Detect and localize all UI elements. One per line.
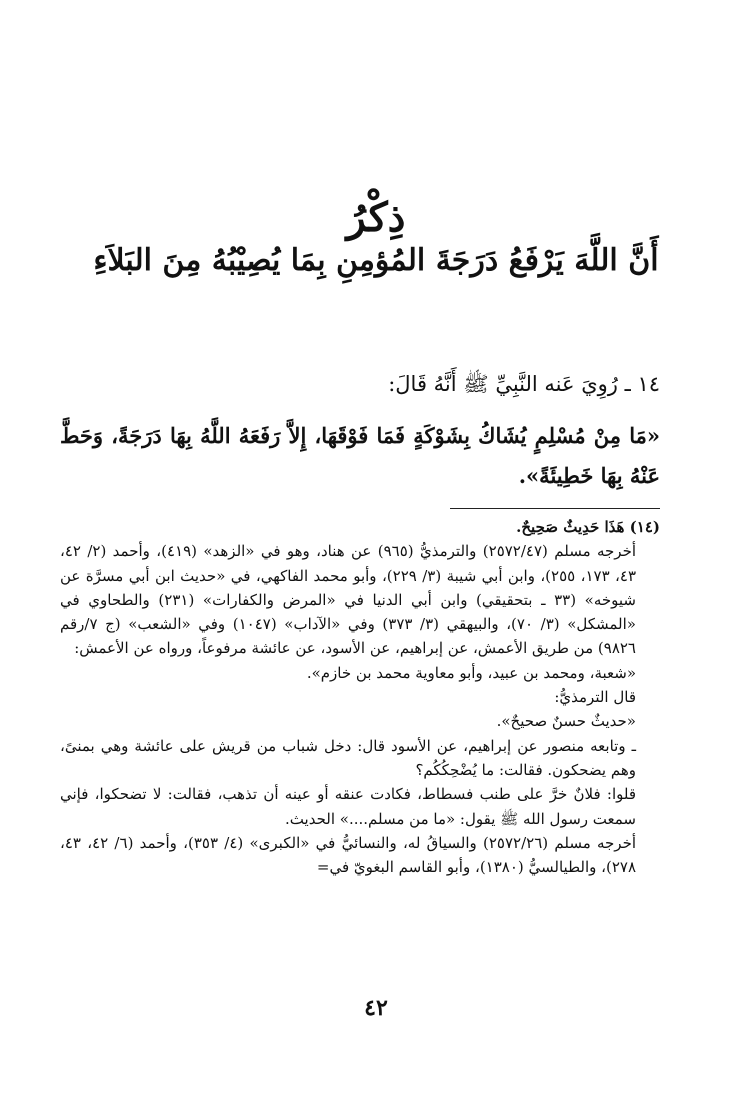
chapter-subheading: أَنَّ اللَّهَ يَرْفَعُ دَرَجَةَ المُؤمِنِ بِمَا يُصِيْبُهُ مِنَ البَلاَءِ: [93, 243, 659, 278]
footnote-paragraph: قلوا: فلانٌ خرَّ على طنب فسطاط، فكادت عنقه أو عينه أن تذهب، فقالت: لا تضحكوا، فإني سمعت رسول الله ﷺ يقول: «ما من مسلم....» الحديث.: [60, 785, 636, 828]
footnote-paragraph: ـ وتابعه منصور عن إبراهيم، عن الأسود قال: دخل شباب من قريش على عائشة وهي بمنىً، وهم يضحكون. فقالت: ما يُضْحِكُكُم؟: [60, 736, 636, 779]
footnote-paragraph: أخرجه مسلم (٢٥٧٢/٤٧) والترمذيُّ (٩٦٥) عن هناد، وهو في «الزهد» (٤١٩)، وأحمد (٢/ ٤٢، ٤٣، ١٧٣، ٢٥٥)، وابن أبي شيبة (٣/ ٢٢٩)، وأبو محمد الفاكهي، في «حديث ابن أبي مسرَّة عن شيوخه» (٣٣ ـ بتحقيقي) وابن أبي الدنيا في «المرض والكفارات» (٢٣١) والطحاوي في «المشكل» (٣/ ٧٠)، والبيهقي (٣/ ٣٧٣) وفي «الآداب» (١٠٤٧) وفي «الشعب» (ج ٧/رقم ٩٨٢٦) من طريق الأعمش، عن إبراهيم، عن الأسود، عن عائشة مرفوعاً، ورواه عن الأعمش:: [60, 542, 637, 658]
footnote-block: [60, 515, 660, 879]
page-number: ٤٢: [364, 995, 388, 1021]
footnote-grading: «حديثٌ حسنٌ صحيحٌ».: [496, 712, 636, 731]
footnote-narrators: «شعبة، ومحمد بن عبيد، وأبو معاوية محمد بن خازم».: [306, 663, 636, 682]
chapter-heading: ذِكْرُ: [346, 194, 406, 241]
footnote-paragraph: أخرجه مسلم (٢٥٧٢/٢٦) والسياقُ له، والنسائيُّ في «الكبرى» (٤/ ٣٥٣)، وأحمد (٦/ ٤٢، ٤٣، ٢٧٨)، والطيالسيُّ (١٣٨٠)، وأبو القاسم البغويّ في=: [60, 833, 637, 877]
footnote-divider: [450, 508, 660, 509]
footnote-title: (١٤) هَذَا حَدِيثٌ صَحِيحٌ.: [516, 518, 660, 536]
footnote-tirmidhi-label: قال الترمذيُّ:: [554, 688, 636, 707]
hadith-intro: ١٤ ـ رُوِيَ عَنه النَّبِيِّ ﷺ أَنَّهُ قَالَ:: [388, 372, 660, 396]
hadith-text: «مَا مِنْ مُسْلِمٍ يُشَاكُ بِشَوْكَةٍ فَمَا فَوْقَهَا، إِلاَّ رَفَعَهُ اللَّهُ بِهَا دَرَجَةً، وَحَطَّ عَنْهُ بِهَا خَطِيئَةً».: [60, 423, 660, 488]
